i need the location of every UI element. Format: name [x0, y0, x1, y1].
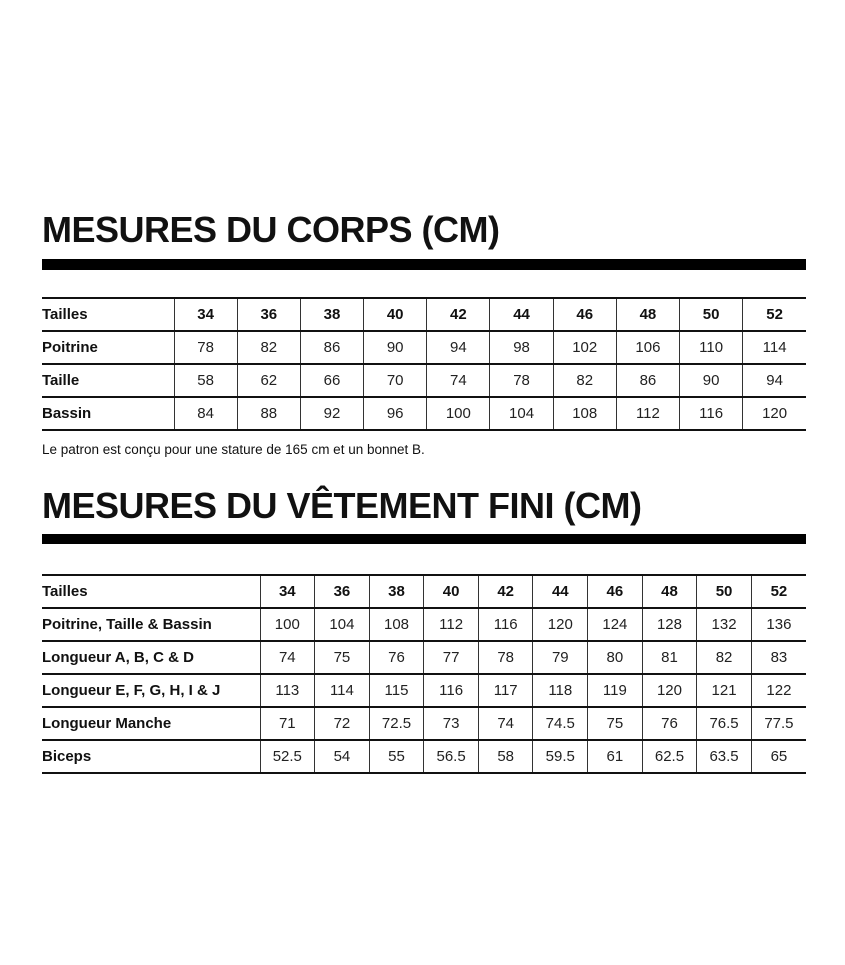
value-cell: 80 — [588, 641, 643, 674]
size-header-cell: 36 — [237, 298, 300, 331]
value-cell: 119 — [588, 674, 643, 707]
value-cell: 113 — [260, 674, 315, 707]
size-header-cell: 44 — [490, 298, 553, 331]
value-cell: 77 — [424, 641, 479, 674]
size-header-cell: 38 — [369, 575, 424, 608]
value-cell: 76 — [369, 641, 424, 674]
value-cell: 94 — [427, 331, 490, 364]
row-label: Longueur A, B, C & D — [42, 641, 260, 674]
table-row — [42, 641, 806, 674]
value-cell: 90 — [364, 331, 427, 364]
value-cell: 63.5 — [697, 740, 752, 773]
size-header-cell: 52 — [743, 298, 806, 331]
value-cell: 117 — [478, 674, 533, 707]
row-label: Poitrine, Taille & Bassin — [42, 608, 260, 641]
value-cell: 90 — [680, 364, 743, 397]
size-header-cell: 50 — [680, 298, 743, 331]
row-label: Poitrine — [42, 331, 174, 364]
size-header-cell: 38 — [300, 298, 363, 331]
value-cell: 58 — [478, 740, 533, 773]
size-header-cell: 50 — [697, 575, 752, 608]
value-cell: 52.5 — [260, 740, 315, 773]
value-cell: 128 — [642, 608, 697, 641]
value-cell: 82 — [237, 331, 300, 364]
value-cell: 88 — [237, 397, 300, 430]
value-cell: 116 — [478, 608, 533, 641]
value-cell: 121 — [697, 674, 752, 707]
value-cell: 86 — [616, 364, 679, 397]
table-row — [42, 674, 806, 707]
sizes-label: Tailles — [42, 575, 260, 608]
row-label: Taille — [42, 364, 174, 397]
garment-measurements-title: MESURES DU VÊTEMENT FINI (CM) — [42, 485, 642, 526]
value-cell: 58 — [174, 364, 237, 397]
value-cell: 96 — [364, 397, 427, 430]
value-cell: 98 — [490, 331, 553, 364]
row-label: Longueur Manche — [42, 707, 260, 740]
sizes-label: Tailles — [42, 298, 174, 331]
size-header-cell: 36 — [315, 575, 370, 608]
value-cell: 83 — [751, 641, 806, 674]
row-label: Longueur E, F, G, H, I & J — [42, 674, 260, 707]
value-cell: 72 — [315, 707, 370, 740]
value-cell: 73 — [424, 707, 479, 740]
value-cell: 74.5 — [533, 707, 588, 740]
value-cell: 72.5 — [369, 707, 424, 740]
size-header-cell: 34 — [174, 298, 237, 331]
table-row — [42, 397, 806, 430]
title-underline-bar — [42, 534, 806, 544]
value-cell: 104 — [490, 397, 553, 430]
value-cell: 108 — [553, 397, 616, 430]
value-cell: 71 — [260, 707, 315, 740]
row-label: Bassin — [42, 397, 174, 430]
value-cell: 120 — [642, 674, 697, 707]
value-cell: 106 — [616, 331, 679, 364]
size-header-cell: 42 — [478, 575, 533, 608]
value-cell: 114 — [315, 674, 370, 707]
size-header-cell: 40 — [364, 298, 427, 331]
value-cell: 120 — [743, 397, 806, 430]
value-cell: 116 — [680, 397, 743, 430]
value-cell: 54 — [315, 740, 370, 773]
value-cell: 124 — [588, 608, 643, 641]
value-cell: 78 — [174, 331, 237, 364]
value-cell: 78 — [490, 364, 553, 397]
value-cell: 84 — [174, 397, 237, 430]
value-cell: 65 — [751, 740, 806, 773]
value-cell: 122 — [751, 674, 806, 707]
value-cell: 76 — [642, 707, 697, 740]
value-cell: 75 — [315, 641, 370, 674]
value-cell: 61 — [588, 740, 643, 773]
size-header-cell: 44 — [533, 575, 588, 608]
value-cell: 112 — [424, 608, 479, 641]
body-measurements-table — [42, 297, 806, 431]
value-cell: 118 — [533, 674, 588, 707]
size-header-cell: 42 — [427, 298, 490, 331]
value-cell: 74 — [260, 641, 315, 674]
value-cell: 86 — [300, 331, 363, 364]
value-cell: 74 — [427, 364, 490, 397]
size-header-cell: 48 — [616, 298, 679, 331]
table-row — [42, 608, 806, 641]
value-cell: 79 — [533, 641, 588, 674]
value-cell: 75 — [588, 707, 643, 740]
size-header-row — [42, 575, 806, 608]
value-cell: 120 — [533, 608, 588, 641]
value-cell: 55 — [369, 740, 424, 773]
size-header-cell: 52 — [751, 575, 806, 608]
body-measurements-title: MESURES DU CORPS (CM) — [42, 209, 500, 250]
value-cell: 92 — [300, 397, 363, 430]
value-cell: 82 — [553, 364, 616, 397]
value-cell: 74 — [478, 707, 533, 740]
table-row — [42, 740, 806, 773]
value-cell: 62.5 — [642, 740, 697, 773]
size-header-cell: 46 — [588, 575, 643, 608]
value-cell: 115 — [369, 674, 424, 707]
value-cell: 104 — [315, 608, 370, 641]
value-cell: 102 — [553, 331, 616, 364]
garment-measurements-section — [42, 485, 806, 765]
value-cell: 100 — [260, 608, 315, 641]
size-header-cell: 34 — [260, 575, 315, 608]
pattern-note: Le patron est conçu pour une stature de 165 cm et un bonnet B. — [42, 442, 425, 457]
value-cell: 94 — [743, 364, 806, 397]
value-cell: 59.5 — [533, 740, 588, 773]
body-measurements-section — [42, 209, 806, 457]
value-cell: 110 — [680, 331, 743, 364]
value-cell: 70 — [364, 364, 427, 397]
size-header-cell: 48 — [642, 575, 697, 608]
title-underline-bar — [42, 259, 806, 270]
value-cell: 116 — [424, 674, 479, 707]
size-header-cell: 46 — [553, 298, 616, 331]
value-cell: 100 — [427, 397, 490, 430]
value-cell: 77.5 — [751, 707, 806, 740]
value-cell: 112 — [616, 397, 679, 430]
size-header-cell: 40 — [424, 575, 479, 608]
value-cell: 108 — [369, 608, 424, 641]
value-cell: 66 — [300, 364, 363, 397]
row-label: Biceps — [42, 740, 260, 773]
value-cell: 76.5 — [697, 707, 752, 740]
value-cell: 62 — [237, 364, 300, 397]
table-row — [42, 364, 806, 397]
size-header-row — [42, 298, 806, 331]
value-cell: 78 — [478, 641, 533, 674]
garment-measurements-table — [42, 574, 806, 774]
value-cell: 56.5 — [424, 740, 479, 773]
value-cell: 114 — [743, 331, 806, 364]
value-cell: 81 — [642, 641, 697, 674]
value-cell: 136 — [751, 608, 806, 641]
table-row — [42, 331, 806, 364]
table-row — [42, 707, 806, 740]
value-cell: 82 — [697, 641, 752, 674]
value-cell: 132 — [697, 608, 752, 641]
